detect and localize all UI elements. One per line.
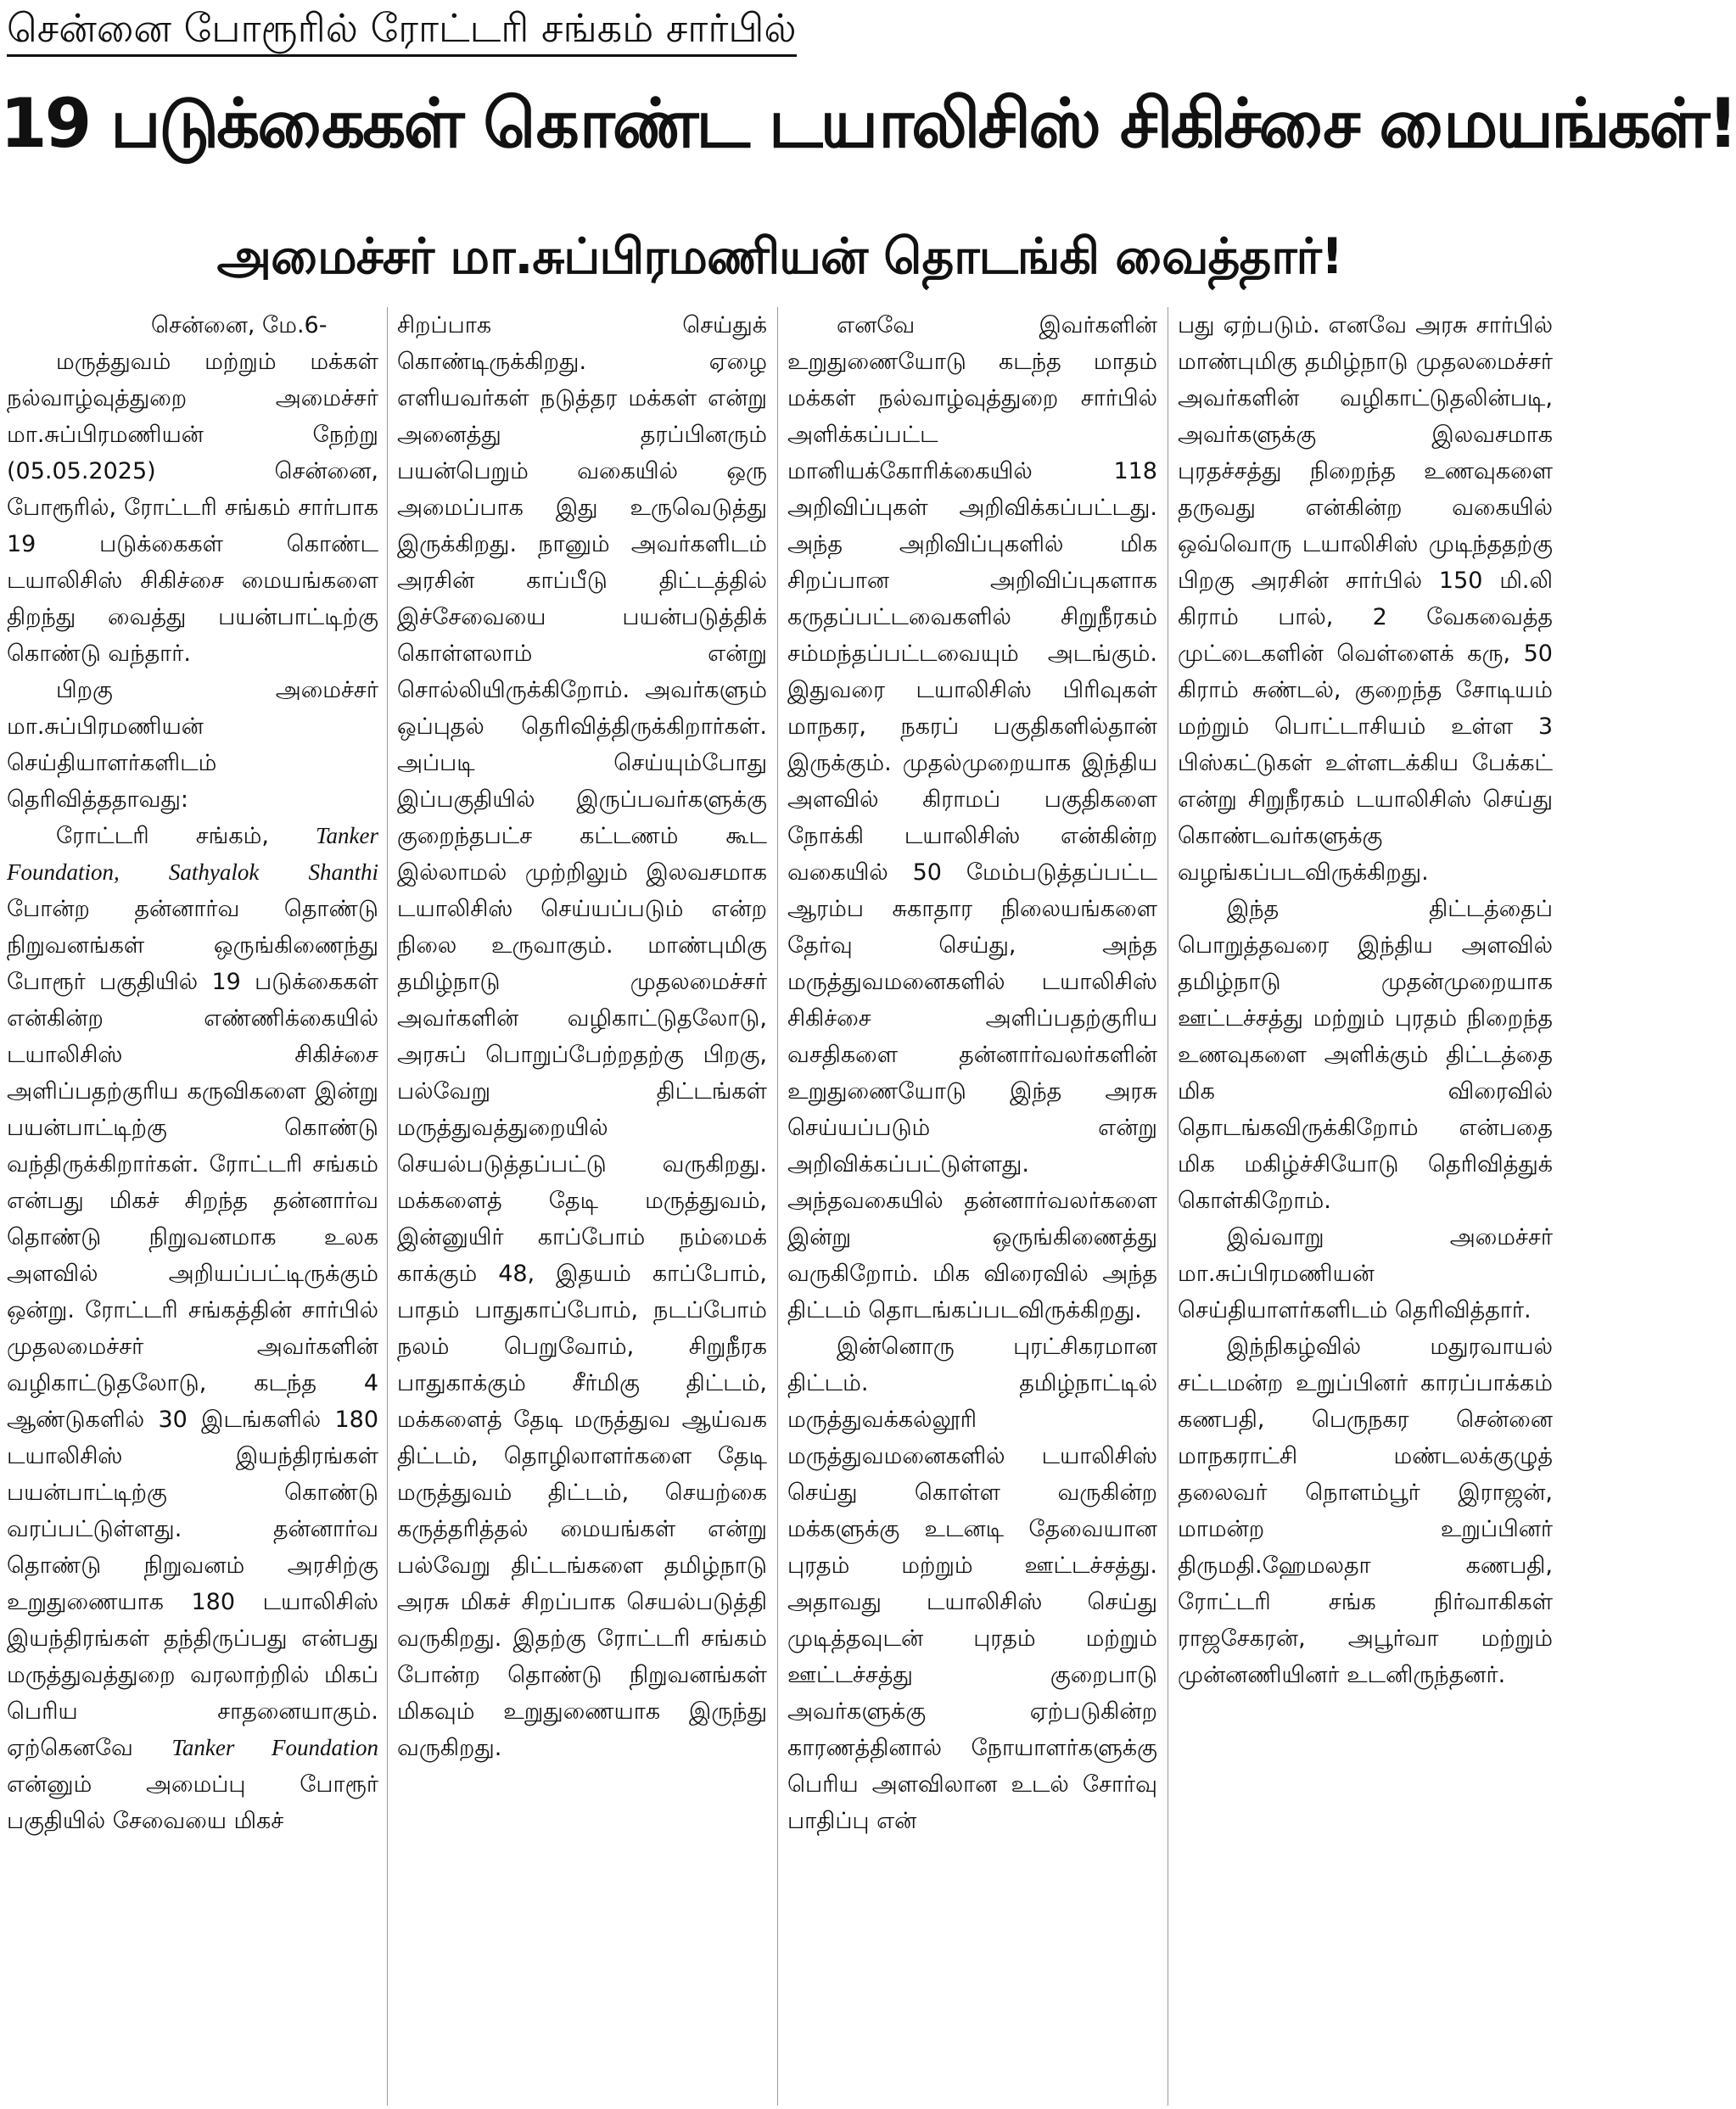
paragraph [7,818,378,1839]
paragraph: இன்னொரு புரட்சிகரமான திட்டம். தமிழ்நாட்டில் மருத்துவக்கல்லூரி மருத்துவமனைகளில் டயாலிசிஸ் செய்து கொள்ள வருகின்ற மக்களுக்கு உடனடி தேவையான புரதம் மற்றும் ஊட்டச்சத்து. அதாவது டயாலிசிஸ் செய்து முடித்தவுடன் புரதம் மற்றும் ஊட்டச்சத்து குறைபாடு அவர்களுக்கு ஏற்படுகின்ற காரணத்தினால் நோயாளர்களுக்கு பெரிய அளவிலான உடல் சோர்வு பாதிப்பு என் [787,1334,1157,1834]
column-1 [7,307,378,2106]
column-3 [787,307,1157,2106]
paragraph: எனவே இவர்களின் உறுதுணையோடு கடந்த மாதம் மக்கள் நல்வாழ்வுத்துறை சார்பில் அளிக்கப்பட்ட மானியக்கோரிக்கையில் 118 அறிவிப்புகள் அறிவிக்கப்பட்டது. அந்த அறிவிப்புகளில் மிக சிறப்பான அறிவிப்புகளாக கருதப்பட்டவைகளில் சிறுநீரகம் சம்மந்தப்பட்டவையும் அடங்கும். இதுவரை டயாலிசிஸ் பிரிவுகள் மாநகர, நகரப் பகுதிகளில்தான் இருக்கும். முதல்முறையாக இந்திய அளவில் கிராமப் பகுதிகளை நோக்கி டயாலிசிஸ் என்கின்ற வகையில் 50 மேம்படுத்தப்பட்ட ஆரம்ப சுகாதார நிலையங்களை தேர்வு செய்து, அந்த மருத்துவமனைகளில் டயாலிசிஸ் சிகிச்சை அளிப்பதற்குரிய வசதிகளை தன்னார்வலர்களின் உறுதுணையோடு இந்த அரசு செய்யப்படும் என்று அறிவிக்கப்பட்டுள்ளது. அந்தவகையில் தன்னார்வலர்களை இன்று ஒருங்கிணைத்து வருகிறோம். மிக விரைவில் அந்த திட்டம் தொடங்கப்படவிருக்கிறது. [787,312,1157,1323]
text-run: போன்ற தன்னார்வ தொண்டு நிறுவனங்கள் ஒருங்கிணைந்து போரூர் பகுதியில் 19 படுக்கைகள் என்கின்ற எண்ணிக்கையில் டயாலிசிஸ் சிகிச்சை அளிப்பதற்குரிய கருவிகளை இன்று பயன்பாட்டிற்கு கொண்டு வந்திருக்கிறார்கள். ரோட்டரி சங்கம் என்பது மிகச் சிறந்த தன்னார்வ தொண்டு நிறுவனமாக உலக அளவில் அறியப்பட்டிருக்கும் ஒன்று. ரோட்டரி சங்கத்தின் சார்பில் முதலமைச்சர் அவர்களின் வழிகாட்டுதலோடு, கடந்த 4 ஆண்டுகளில் 30 இடங்களில் 180 டயாலிசிஸ் இயந்திரங்கள் பயன்பாட்டிற்கு கொண்டு வரப்பட்டுள்ளது. தன்னார்வ தொண்டு நிறுவனம் அரசிற்கு உறுதுணையாக 180 டயாலிசிஸ் இயந்திரங்கள் தந்திருப்பது என்பது மருத்துவத்துறை வரலாற்றில் மிகப் பெரிய சாதனையாகும். ஏற்கெனவே [7,896,378,1761]
paragraph: பது ஏற்படும். எனவே அரசு சார்பில் மாண்புமிகு தமிழ்நாடு முதலமைச்சர் அவர்களின் வழிகாட்டுதலின்படி, அவர்களுக்கு இலவசமாக புரதச்சத்து நிறைந்த உணவுகளை தருவது என்கின்ற வகையில் ஒவ்வொரு டயாலிசிஸ் முடிந்ததற்கு பிறகு அரசின் சார்பில் 150 மி.லி கிராம் பால், 2 வேகவைத்த முட்டைகளின் வெள்ளைக் கரு, 50 கிராம் சுண்டல், குறைந்த சோடியம் மற்றும் பொட்டாசியம் உள்ள 3 பிஸ்கட்டுகள் உள்ளடக்கிய பேக்கட் என்று சிறுநீரகம் டயாலிசிஸ் செய்து கொண்டவர்களுக்கு வழங்கப்படவிருக்கிறது. [1178,312,1553,886]
column-2 [397,307,767,2106]
latin-text: Tanker Foundation, Sathyalok Shanthi [7,823,378,885]
paragraph: மருத்துவம் மற்றும் மக்கள் நல்வாழ்வுத்துறை அமைச்சர் மா.சுப்பிரமணியன் நேற்று (05.05.2025) சென்னை, போரூரில், ரோட்டரி சங்கம் சார்பாக 19 படுக்கைகள் கொண்ட டயாலிசிஸ் சிகிச்சை மையங்களை திறந்து வைத்து பயன்பாட்டிற்கு கொண்டு வந்தார். [7,349,378,667]
subheadline: அமைச்சர் மா.சுப்பிரமணியன் தொடங்கி வைத்தார்! [216,227,1343,285]
paragraph: இந்த திட்டத்தைப் பொறுத்தவரை இந்திய அளவில் தமிழ்நாடு முதன்முறையாக ஊட்டச்சத்து மற்றும் புரதம் நிறைந்த உணவுகளை அளிக்கும் திட்டத்தை மிக விரைவில் தொடங்கவிருக்கிறோம் என்பதை மிக மகிழ்ச்சியோடு தெரிவித்துக் கொள்கிறோம். [1178,896,1553,1214]
article-body [7,307,1553,2106]
text-run: ரோட்டரி சங்கம், [56,823,316,849]
paragraph: சிறப்பாக செய்துக் கொண்டிருக்கிறது. ஏழை எளியவர்கள் நடுத்தர மக்கள் என்று அனைத்து தரப்பினரும் பயன்பெறும் வகையில் ஒரு அமைப்பாக இது உருவெடுத்து இருக்கிறது. நானும் அவர்களிடம் அரசின் காப்பீடு திட்டத்தில் இச்சேவையை பயன்படுத்திக் கொள்ளலாம் என்று சொல்லியிருக்கிறோம். அவர்களும் ஒப்புதல் தெரிவித்திருக்கிறார்கள். அப்படி செய்யும்போது இப்பகுதியில் இருப்பவர்களுக்கு குறைந்தபட்ச கட்டணம் கூட இல்லாமல் முற்றிலும் இலவசமாக டயாலிசிஸ் செய்யப்படும் என்ற நிலை உருவாகும். மாண்புமிகு தமிழ்நாடு முதலமைச்சர் அவர்களின் வழிகாட்டுதலோடு, அரசுப் பொறுப்பேற்றதற்கு பிறகு, பல்வேறு திட்டங்கள் மருத்துவத்துறையில் செயல்படுத்தப்பட்டு வருகிறது. மக்களைத் தேடி மருத்துவம், இன்னுயிர் காப்போம் நம்மைக் காக்கும் 48, இதயம் காப்போம், பாதம் பாதுகாப்போம், நடப்போம் நலம் பெறுவோம், சிறுநீரக பாதுகாக்கும் சீர்மிகு திட்டம், மக்களைத் தேடி மருத்துவ ஆய்வக திட்டம், தொழிலாளர்களை தேடி மருத்துவம் திட்டம், செயற்கை கருத்தரித்தல் மையங்கள் என்று பல்வேறு திட்டங்களை தமிழ்நாடு அரசு மிகச் சிறப்பாக செயல்படுத்தி வருகிறது. இதற்கு ரோட்டரி சங்கம் போன்ற தொண்டு நிறுவனங்கள் மிகவும் உறுதுணையாக இருந்து வருகிறது. [397,312,767,1761]
text-run: என்னும் அமைப்பு போரூர் பகுதியில் சேவையை மிகச் [7,1771,378,1834]
column-4 [1178,307,1553,2106]
latin-text: Tanker Foundation [171,1735,378,1760]
kicker-text: சென்னை போரூரில் ரோட்டரி சங்கம் சார்பில் [7,3,797,57]
kicker [7,3,1560,58]
paragraph: இவ்வாறு அமைச்சர் மா.சுப்பிரமணியன் செய்தியாளர்களிடம் தெரிவித்தார். [1178,1224,1553,1323]
paragraph: பிறகு அமைச்சர் மா.சுப்பிரமணியன் செய்தியாளர்களிடம் தெரிவித்ததாவது: [7,677,378,813]
dateline: சென்னை, மே.6- [151,312,328,338]
paragraph: இந்நிகழ்வில் மதுரவாயல் சட்டமன்ற உறுப்பினர் காரப்பாக்கம் கணபதி, பெருநகர சென்னை மாநகராட்சி மண்டலக்குழுத் தலைவர் நொளம்பூர் இராஜன், மாமன்ற உறுப்பினர் திருமதி.ஹேமலதா கணபதி, ரோட்டரி சங்க நிர்வாகிகள் ராஜசேகரன், அபூர்வா மற்றும் முன்னணியினர் உடனிருந்தனர். [1178,1334,1553,1688]
headline: 19 படுக்கைகள் கொண்ட டயாலிசிஸ் சிகிச்சை மையங்கள்! [0,84,1736,163]
